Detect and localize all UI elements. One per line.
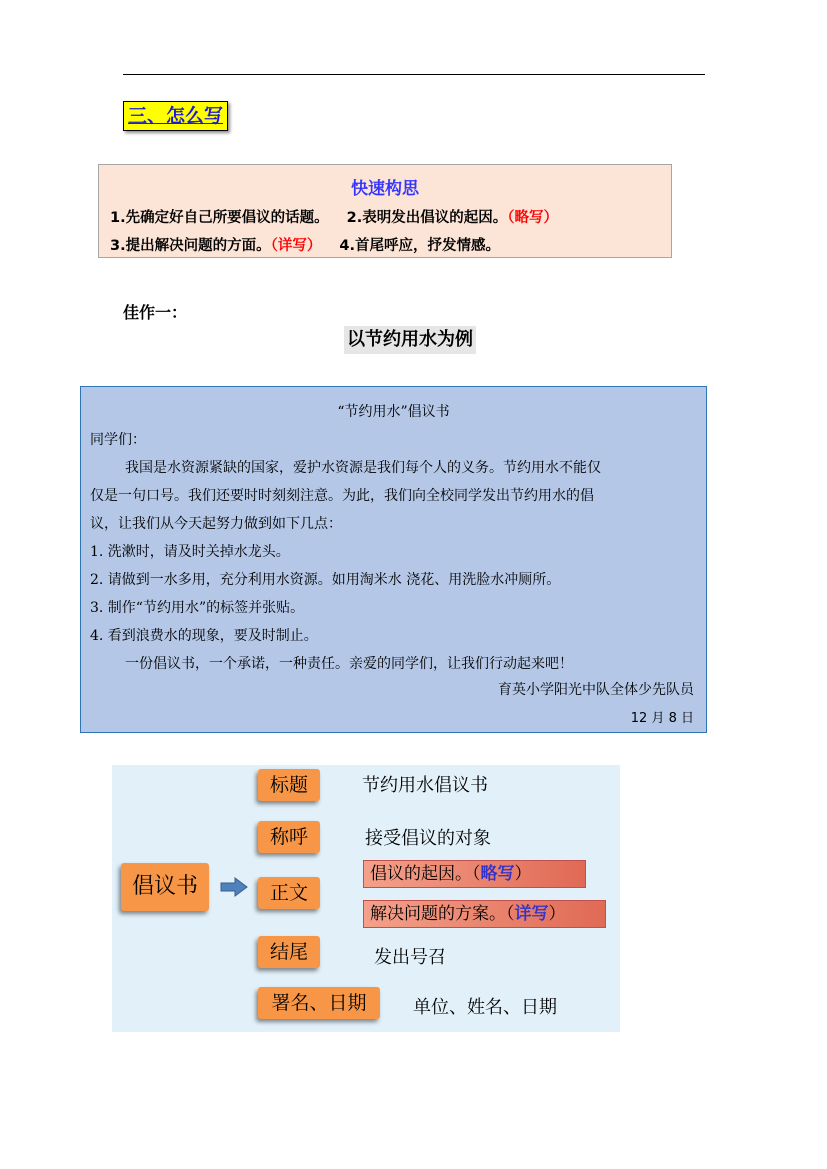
- body-solution-text: 解决问题的方案。（: [370, 904, 515, 924]
- node-signature-date-desc: 单位、姓名、日期: [413, 997, 557, 1018]
- idea-step-2-note: （略写）: [507, 210, 558, 226]
- node-salutation-desc: 接受倡议的对象: [365, 828, 491, 849]
- letter-item-4: 4. 看到浪费水的现象，要及时制止。: [90, 628, 318, 644]
- idea-line-1: [110, 206, 558, 227]
- node-body: 正文: [258, 877, 320, 909]
- idea-box-title: 快速构思: [351, 179, 419, 199]
- example-title: 以节约用水为例: [344, 326, 476, 354]
- structure-diagram: [112, 765, 620, 1032]
- letter-item-3: 3. 制作“节约用水”的标签并张贴。: [90, 600, 305, 616]
- section-heading: 三、怎么写: [123, 101, 228, 131]
- body-solution-end: ）: [548, 904, 566, 924]
- right-arrow-icon: [220, 877, 248, 897]
- body-solution-bar: [363, 900, 606, 928]
- root-node: 倡议书: [121, 863, 209, 911]
- letter-paragraph-line-3: 议，让我们从今天起努力做到如下几点：: [90, 516, 342, 532]
- idea-step-3-note: （详写）: [270, 238, 322, 254]
- letter-title: “节约用水”倡议书: [337, 404, 450, 420]
- body-reason-text: 倡议的起因。（: [370, 864, 481, 884]
- node-signature-date: 署名、日期: [258, 987, 380, 1019]
- letter-paragraph-line-2: 仅是一句口号。我们还要时时刻刻注意。为此，我们向全校同学发出节约用水的倡: [90, 488, 594, 504]
- body-reason-note: 略写: [480, 864, 515, 884]
- letter-item-2: 2. 请做到一水多用，充分利用水资源。如用淘米水 浇花、用洗脸水冲厕所。: [90, 572, 561, 588]
- idea-step-2: 2.表明发出倡议的起因。: [346, 210, 508, 226]
- letter-closing: 一份倡议书，一个承诺，一种责任。亲爱的同学们，让我们行动起来吧！: [125, 656, 573, 672]
- idea-step-1: 1.先确定好自己所要倡议的话题。: [110, 210, 329, 226]
- quick-idea-box: [98, 164, 672, 258]
- idea-step-4: 4.首尾呼应，抒发情感。: [339, 238, 500, 254]
- node-title-desc: 节约用水倡议书: [362, 775, 488, 796]
- body-solution-note: 详写: [514, 904, 549, 924]
- example-label: 佳作一：: [123, 303, 188, 322]
- top-rule: [123, 74, 705, 75]
- proposal-letter: [80, 386, 707, 733]
- node-title: 标题: [258, 769, 320, 801]
- idea-line-2: [110, 234, 500, 255]
- letter-greeting: 同学们：: [90, 432, 146, 448]
- letter-signature: 育英小学阳光中队全体少先队员: [498, 682, 694, 698]
- node-salutation: 称呼: [258, 821, 320, 853]
- body-reason-end: ）: [514, 864, 532, 884]
- letter-item-1: 1. 洗漱时，请及时关掉水龙头。: [90, 544, 290, 560]
- letter-date: 12 月 8 日: [630, 711, 694, 726]
- body-reason-bar: [363, 860, 586, 888]
- node-ending-desc: 发出号召: [374, 947, 446, 968]
- idea-step-3: 3.提出解决问题的方面。: [110, 238, 271, 254]
- node-ending: 结尾: [258, 936, 320, 968]
- letter-paragraph-line-1: 我国是水资源紧缺的国家，爱护水资源是我们每个人的义务。节约用水不能仅: [125, 460, 601, 476]
